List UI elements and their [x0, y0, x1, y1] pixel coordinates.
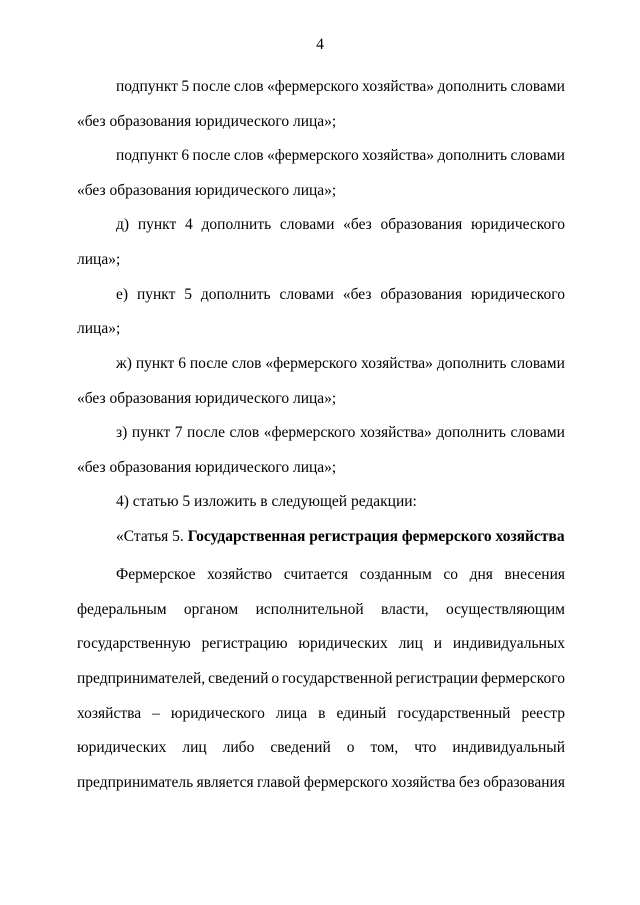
word: 5 [181, 78, 190, 95]
paragraph-line: лица»; [77, 251, 121, 268]
word: фермерского [303, 774, 388, 791]
word: внесения [504, 566, 565, 583]
paragraph-line: «без образования юридического лица»; [77, 459, 337, 476]
word: «фермерского [267, 78, 359, 95]
word: том, [370, 739, 399, 756]
word: слов [233, 78, 264, 95]
word: юридических [298, 635, 388, 652]
word: пункт [135, 355, 175, 372]
paragraph-line [116, 146, 565, 166]
word: государственной [282, 670, 393, 687]
word: подпункт [116, 147, 178, 164]
word: хозяйства [77, 705, 142, 722]
word: дополнить [201, 216, 272, 233]
word: – [152, 705, 160, 722]
word: з) [116, 424, 128, 441]
paragraph-line: 4) статью 5 изложить в следующей редакции: [116, 493, 417, 510]
word: дополнить [200, 286, 271, 303]
word: юридических [77, 739, 167, 756]
word: хозяйства» [359, 424, 432, 441]
word: реестр [521, 705, 565, 722]
paragraph-line: «без образования юридического лица»; [77, 182, 337, 199]
word: созданным [359, 566, 432, 583]
word: регистрации [395, 670, 479, 687]
word: 4 [185, 216, 193, 233]
word: хозяйство [207, 566, 273, 583]
word: сведений [208, 670, 269, 687]
word: дополнить [437, 147, 508, 164]
paragraph-line [116, 565, 565, 585]
word: после [189, 355, 228, 372]
paragraph-line [77, 634, 565, 654]
word: е) [116, 286, 129, 303]
word: Фермерское [116, 566, 196, 583]
word: пункт [131, 424, 171, 441]
paragraph-line [77, 738, 565, 758]
word: хозяйства» [362, 147, 435, 164]
word: власти, [381, 601, 429, 618]
word: и [433, 635, 443, 652]
word: дополнить [436, 424, 506, 441]
word: словами [510, 424, 565, 441]
word: словами [279, 286, 334, 303]
word: что [414, 739, 437, 756]
word: без [458, 774, 480, 791]
word: пункт [137, 216, 177, 233]
paragraph-line: «без образования юридического лица»; [77, 390, 337, 407]
paragraph-line: лица»; [77, 320, 121, 337]
word: «фермерского [263, 424, 356, 441]
word: 6 [181, 147, 190, 164]
word: фермерского [480, 670, 565, 687]
word: является [196, 774, 254, 791]
paragraph-line [77, 600, 565, 620]
word: образования [380, 286, 463, 303]
paragraph-line [116, 77, 565, 97]
word: в [318, 705, 326, 722]
word: слов [231, 355, 262, 372]
word: после [192, 147, 231, 164]
word: предпринимателей, [77, 670, 206, 687]
word: после [192, 78, 231, 95]
word: ж) [116, 355, 132, 372]
word: хозяйства [391, 774, 456, 791]
word: юридического [471, 216, 565, 233]
word: дня [469, 566, 493, 583]
word: органом [183, 601, 239, 618]
word: со [443, 566, 458, 583]
word: «без [342, 286, 372, 303]
word: «без [343, 216, 372, 233]
paragraph-line [116, 354, 565, 374]
word: словами [510, 355, 565, 372]
paragraph-line [77, 773, 565, 793]
word: юридического [170, 705, 265, 722]
word: после [187, 424, 225, 441]
word: слов [229, 424, 260, 441]
word: предприниматель [77, 774, 194, 791]
word: о [271, 670, 280, 687]
word: словами [510, 78, 565, 95]
word: образования [483, 774, 565, 791]
word: регистрацию [201, 635, 288, 652]
word: либо [222, 739, 255, 756]
word: сведений [270, 739, 331, 756]
paragraph-line [77, 704, 565, 724]
word: лиц [398, 635, 423, 652]
word: индивидуальных [452, 635, 565, 652]
paragraph-line [116, 423, 565, 443]
word: хозяйства» [361, 355, 433, 372]
word: осуществляющим [445, 601, 565, 618]
article-label: «Статья 5. [116, 528, 188, 545]
word: исполнительной [255, 601, 364, 618]
paragraph-line [116, 285, 565, 305]
word: 5 [184, 286, 193, 303]
word: «фермерского [265, 355, 358, 372]
word: подпункт [116, 78, 178, 95]
word: главой [257, 774, 301, 791]
word: слов [233, 147, 264, 164]
word: д) [116, 216, 130, 233]
word: лиц [182, 739, 207, 756]
word: юридического [471, 286, 565, 303]
word: пункт [136, 286, 176, 303]
word: словами [510, 147, 565, 164]
word: 6 [178, 355, 186, 372]
word: дополнить [437, 78, 508, 95]
word: считается [283, 566, 349, 583]
word: «фермерского [267, 147, 359, 164]
word: государственную [77, 635, 191, 652]
article-heading [116, 527, 565, 547]
word: 7 [174, 424, 183, 441]
word: индивидуальный [452, 739, 565, 756]
word: единый [336, 705, 387, 722]
word: государственный [397, 705, 511, 722]
word: хозяйства» [362, 78, 435, 95]
word: образования [380, 216, 463, 233]
paragraph-line: «без образования юридического лица»; [77, 113, 337, 130]
article-title: Государственная регистрация фермерского хозяйства [187, 528, 565, 545]
word: о [346, 739, 355, 756]
word: лица [275, 705, 308, 722]
paragraph-line [77, 669, 565, 689]
word: словами [279, 216, 335, 233]
paragraph-line [116, 215, 565, 235]
word: дополнить [436, 355, 507, 372]
word: федеральным [77, 601, 167, 618]
page-number: 4 [316, 36, 324, 53]
